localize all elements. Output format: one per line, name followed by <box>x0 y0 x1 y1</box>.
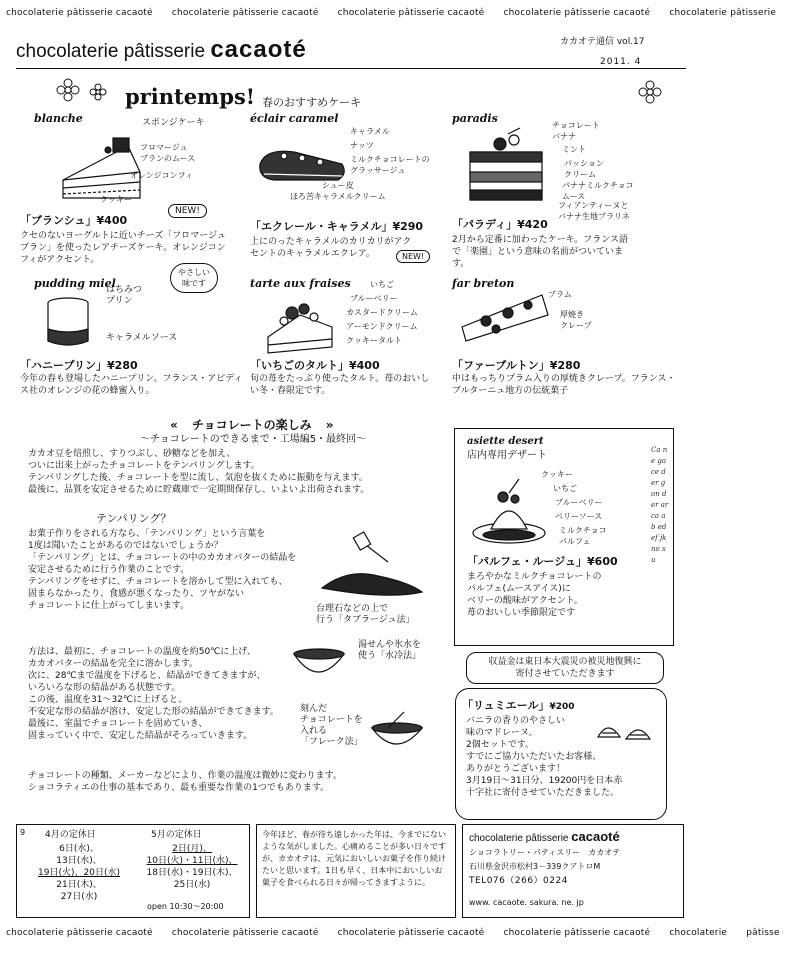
cake-card-far-breton <box>452 277 687 407</box>
cake-description: クセのないヨーグルトに近いチーズ「フロマージュブラン」を使ったレアチーズケーキ。オレンジコンフィがアクセント。 <box>20 231 226 265</box>
sketch-label: 湯せんや氷水を 使う「水冷法」 <box>358 640 422 661</box>
holiday-item: 6日(水)、 <box>59 844 99 854</box>
cake-script-name: far breton <box>452 277 515 290</box>
cake-part-label: ミント <box>562 145 586 154</box>
paragraph-line: この後、温度を31～32℃に上げると、 <box>28 695 188 705</box>
issue-number: カカオテ通信 vol.17 <box>560 37 645 47</box>
shop-name-prefix: chocolaterie pâtisserie <box>469 833 569 844</box>
cake-part-label: アーモンドクリーム <box>346 322 418 331</box>
seasonal-message: 今年ほど、春が待ち遠しかった年は、今までにないような気がしました。心痛めることが多い日々ですが、カカオテは、元気においしいお菓子を作り続けたいと思います。1日も早く、日本中においしいお菓子を食べられる日々が帰ってきますように。 <box>256 824 456 918</box>
paragraph-line: ベリーの酸味がアクセント。 <box>467 596 583 606</box>
cake-price: ¥280 <box>549 359 581 372</box>
paradis-illustration <box>464 126 549 206</box>
issue-date: 2011. 4 <box>600 57 642 67</box>
april-holiday-list <box>25 843 133 903</box>
paragraph-line: 十字社に寄付させていただきました。 <box>466 788 620 798</box>
dessert-part-label: いちご <box>553 484 577 493</box>
cake-part-label: パッション クリーム <box>564 159 604 179</box>
tarte-illustration <box>264 297 339 357</box>
flower-icon <box>58 78 118 108</box>
dessert-script-name: asiette desert <box>467 436 544 447</box>
paragraph-line: カカオ豆を焙煎し、すりつぶし、砂糖などを加え、 <box>28 449 236 459</box>
paragraph-line: チョコレートの種類、メーカーなどにより、作業の温度は微妙に変わります。 <box>28 771 342 781</box>
cake-description: 旬の苺をたっぷり使ったタルト。苺のおいしい冬・春限定です。 <box>250 374 430 396</box>
paragraph-line: 最後に、室温でチョコレートを固めていき、 <box>28 719 208 729</box>
shop-name <box>469 829 620 844</box>
cake-script-name: pudding miel <box>34 277 116 290</box>
tablage-sketch <box>318 532 428 602</box>
strip-text: chocolaterie pâtisserie <box>669 8 777 18</box>
decorative-script: Ca ne ga ce der gon der ar ca ab ed ef jk no su <box>651 446 669 564</box>
shop-address: 石川県金沢市松村3－339クアトロM <box>469 862 601 871</box>
masthead-brand: cacaoté <box>210 36 307 63</box>
dessert-price: ¥600 <box>587 555 618 568</box>
dessert-description <box>467 571 643 619</box>
cake-price: ¥400 <box>349 359 380 372</box>
cake-part-label: クッキー <box>100 195 132 204</box>
opening-hours: open 10:30～20:00 <box>147 902 224 911</box>
paragraph-line: いろいろな形の結晶がある状態です。 <box>28 683 181 693</box>
paragraph-line: 次に、28℃まで温度を下げると、結晶ができてきますが、 <box>28 671 266 681</box>
may-holiday-list <box>135 843 249 891</box>
strip-text: chocolaterie pâtisserie cacaoté <box>503 8 651 18</box>
paragraph-line: ありがとうございます！ <box>466 764 566 774</box>
cake-part-label: パナナミルクチョコ ムース <box>562 181 634 201</box>
paragraph-line: ついに出来上がったチョコレートをテンパリングします。 <box>28 461 260 471</box>
holiday-item: 19日(火)、20日(水) <box>38 868 120 878</box>
paragraph-line: すでにご協力いただいたお客様、 <box>466 752 602 762</box>
holiday-calendar <box>16 824 250 918</box>
cake-script-name: tarte aux fraises <box>250 277 351 290</box>
cake-script-name: paradis <box>452 112 498 125</box>
paragraph-line: 最後に、品質を安定させるために貯蔵庫で一定期間保存し、いよいよ出荷されます。 <box>28 485 370 495</box>
shop-brand: cacaoté <box>571 829 620 844</box>
donation-name-text: 「リュミエール」 <box>462 699 550 712</box>
tempering-text <box>28 528 328 612</box>
cake-name-text: 「パラディ」 <box>452 218 518 231</box>
cake-name <box>452 357 580 373</box>
shop-url[interactable]: www. cacaote. sakura. ne. jp <box>469 898 584 907</box>
cake-name-text: 「エクレール・キャラメル」 <box>250 220 393 233</box>
cake-part-label: シュー皮 ほろ苦キャラメルクリーム <box>290 181 386 201</box>
cake-part-label: カスタードクリーム <box>346 308 418 317</box>
cake-card-eclair <box>250 112 445 287</box>
holiday-item: 27日(水) <box>60 892 98 902</box>
chevron-right-icon: » <box>325 418 334 432</box>
cake-description: 上にのったキャラメルのカリカリがアクセントのキャラメルエクレア。 <box>250 237 412 259</box>
paragraph-line: チョコレートに仕上がってしまいます。 <box>28 601 190 611</box>
chocolate-section-title <box>170 416 334 433</box>
strip-text: chocolaterie <box>669 928 728 938</box>
strip-text: chocolaterie pâtisserie cacaoté <box>6 8 153 18</box>
speech-bubble: やさしい 味です <box>170 263 218 293</box>
cake-card-paradis <box>452 112 687 287</box>
cake-script-name: éclair caramel <box>250 112 339 125</box>
cake-name <box>20 212 127 228</box>
paragraph-line: パルフェ(ムースアイス)に <box>467 584 571 594</box>
section-title-printemps: printemps! <box>125 84 255 109</box>
dessert-name-text: 「パルフェ・ルージュ」 <box>467 555 588 568</box>
corner-mark: 9 <box>20 828 26 837</box>
paragraph-line: まろやかなミルクチョコレートの <box>467 572 602 582</box>
sketch-label: 刻んだ チョコレートを 入れる 「フレーク法」 <box>300 704 363 747</box>
new-badge: NEW! <box>396 250 430 263</box>
cake-name <box>20 357 138 373</box>
tempering-heading: テンパリング？ <box>96 512 172 525</box>
paragraph-line: 固まらなかったり、食感が悪くなったり、ツヤがない <box>28 589 245 599</box>
paragraph-line: テンパリングした後、チョコレートを型に流し、気泡を抜くために振動を与えます。 <box>28 473 368 483</box>
paragraph-line: 2個セットです。 <box>466 740 535 750</box>
chevron-left-icon: « <box>170 418 178 432</box>
paragraph-line: ショコラティエの仕事の基本であり、最も重要な作業の1つでもあります。 <box>28 783 330 793</box>
far-breton-illustration <box>456 291 556 351</box>
cake-part-label: チョコレート バナナ <box>552 121 600 141</box>
flake-bowl-sketch <box>368 710 428 760</box>
cake-price: ¥280 <box>107 359 138 372</box>
may-title: 5月の定休日 <box>151 830 202 840</box>
paragraph-line: 固まっていく中で、安定した結晶がそろっていきます。 <box>28 731 253 741</box>
cake-part-label: ミルクチョコレートの グラッサージュ <box>350 155 430 175</box>
cake-part-label: フィアンティーヌと バナナ生地プラリネ <box>558 201 630 221</box>
strip-text: chocolaterie pâtisserie cacaoté <box>503 928 651 938</box>
paragraph-line: お菓子作りをされる方なら、「テンパリング」という言葉を <box>28 529 266 539</box>
donation-panel <box>455 688 667 820</box>
cake-part-label: キャラメルソース <box>106 333 178 343</box>
holiday-item: 13日(水)、 <box>56 856 102 866</box>
paragraph-line: 不安定な形の結晶が溶け、安定した形の結晶ができてきます。 <box>28 707 279 717</box>
cake-part-label: オレンジコンフィ <box>130 171 193 180</box>
holiday-item: 18日(水)・19日(木)、 <box>146 868 238 878</box>
cake-part-label: ナッツ <box>350 141 374 150</box>
paragraph-line: 3月19日～31日分、19200円を日本赤 <box>466 776 623 786</box>
cake-part-label: 厚焼き クレープ <box>560 310 592 330</box>
cake-description: 2月から定番に加わったケーキ。フランス語で「楽園」という意味の名前がついています。 <box>452 235 629 269</box>
paragraph-line: 1度は聞いたことがあるのではないでしょうか？ <box>28 541 223 551</box>
parfait-illustration <box>469 473 549 549</box>
pudding-illustration <box>40 295 100 355</box>
strip-text: chocolaterie pâtisserie cacaoté <box>337 928 485 938</box>
cake-description: 今年の春も登場したハニープリン。フランス・アピディス社のオレンジの花の蜂蜜入り。 <box>20 374 243 396</box>
donation-item-name <box>462 697 575 713</box>
sketch-label: 台理石などの上で 行う「タブラージュ法」 <box>316 604 415 625</box>
paragraph-line: 「テンパリング」とは、チョコレートの中のカカオバターの結晶を <box>28 553 297 563</box>
cake-card-tarte <box>250 277 445 407</box>
new-badge: NEW! <box>168 204 207 218</box>
holiday-item: 10日(火)・11日(水)、 <box>146 856 238 866</box>
strip-text: pâtisse <box>746 928 780 938</box>
cake-part-label: ブルーベリー <box>350 294 398 303</box>
masthead-title-prefix: chocolaterie pâtisserie <box>16 41 206 62</box>
cake-description: 中はもっちりプラム入りの厚焼きクレープ。フランス・ブルターニュ地方の伝統菓子 <box>452 374 676 396</box>
cake-script-name: blanche <box>34 112 83 125</box>
strip-text: chocolaterie pâtisserie cacaoté <box>171 928 319 938</box>
bowl-sketch <box>290 640 350 690</box>
cake-part-label: スポンジケーキ <box>142 118 205 128</box>
donation-notice: 収益金は東日本大震災の被災地復興に 寄付させていただきます <box>466 652 664 684</box>
masthead-rule <box>16 68 686 69</box>
cake-price: ¥290 <box>392 220 424 233</box>
cake-name-text: 「ハニープリン」 <box>20 359 108 372</box>
donation-description <box>466 715 664 799</box>
strip-text: chocolaterie pâtisserie cacaoté <box>337 8 485 18</box>
cake-part-label: いちご <box>370 280 394 289</box>
dessert-name <box>467 553 618 569</box>
holiday-item: 2日(月)、 <box>172 844 212 854</box>
cake-name-text: 「ファーブルトン」 <box>452 359 550 372</box>
section-subtitle-printemps: 春のおすすめケーキ <box>262 96 362 109</box>
cake-part-label: はちみつ プリン <box>106 285 142 306</box>
dessert-heading: 店内専用デザート <box>467 450 547 461</box>
chocolate-intro <box>28 448 438 496</box>
shop-phone: TEL076（266）0224 <box>469 876 568 886</box>
cake-name <box>250 357 380 373</box>
paragraph-line: 安定させるために行う作業のことです。 <box>28 565 190 575</box>
shop-kana: ショコラトリー・パティスリー カカオテ <box>469 848 621 857</box>
holiday-item: 25日(水) <box>173 880 211 890</box>
masthead-title <box>16 36 307 64</box>
paragraph-line: 方法は、最初に、チョコレートの温度を約50℃に上げ、 <box>28 647 256 657</box>
cake-price: ¥420 <box>517 218 548 231</box>
dessert-part-label: クッキー <box>541 470 573 479</box>
closing-text <box>28 770 438 794</box>
dessert-part-label: ベリーソース <box>555 512 603 521</box>
paragraph-line: バニラの香りのやさしい <box>466 716 566 726</box>
cake-card-blanche <box>20 112 235 287</box>
header-strip <box>6 8 777 18</box>
assiette-desert-panel <box>454 428 674 646</box>
cake-part-label: フロマージュ ブランのムース <box>140 143 196 163</box>
dessert-part-label: ブルーベリー <box>555 498 603 507</box>
holiday-item: 21日(木)、 <box>56 880 102 890</box>
cake-name-text: 「ブランシュ」 <box>20 214 97 227</box>
cake-name <box>250 218 423 234</box>
cake-price: ¥400 <box>96 214 128 227</box>
donation-price: ¥200 <box>549 702 575 712</box>
chocolate-title-text: チョコレートの楽しみ <box>191 418 312 432</box>
paragraph-line: 味のマドレーヌ。 <box>466 728 538 738</box>
shop-info <box>462 824 684 918</box>
flower-icon <box>620 80 670 110</box>
footer-strip <box>6 928 780 938</box>
paragraph-line: 苺のおいしい季節限定です <box>467 608 576 618</box>
paragraph-line: カカオバターの結晶を完全に溶かします。 <box>28 659 199 669</box>
dessert-part-label: ミルクチョコ パルフェ <box>559 526 607 546</box>
cake-name-text: 「いちごのタルト」 <box>250 359 349 372</box>
cake-card-pudding <box>20 268 243 407</box>
cake-part-label: キャラメル <box>350 127 390 136</box>
april-title: 4月の定休日 <box>45 830 96 840</box>
cake-name <box>452 216 548 232</box>
strip-text: chocolaterie pâtisserie cacaoté <box>171 8 319 18</box>
chocolate-subtitle: ～チョコレートのできるまで・工場編5・最終回～ <box>140 434 367 445</box>
cake-part-label: クッキータルト <box>346 336 402 345</box>
cake-part-label: プラム <box>548 290 572 299</box>
paragraph-line: テンパリングをせずに、チョコレートを溶かして型に入れても、 <box>28 577 288 587</box>
strip-text: chocolaterie pâtisserie cacaoté <box>6 928 153 938</box>
